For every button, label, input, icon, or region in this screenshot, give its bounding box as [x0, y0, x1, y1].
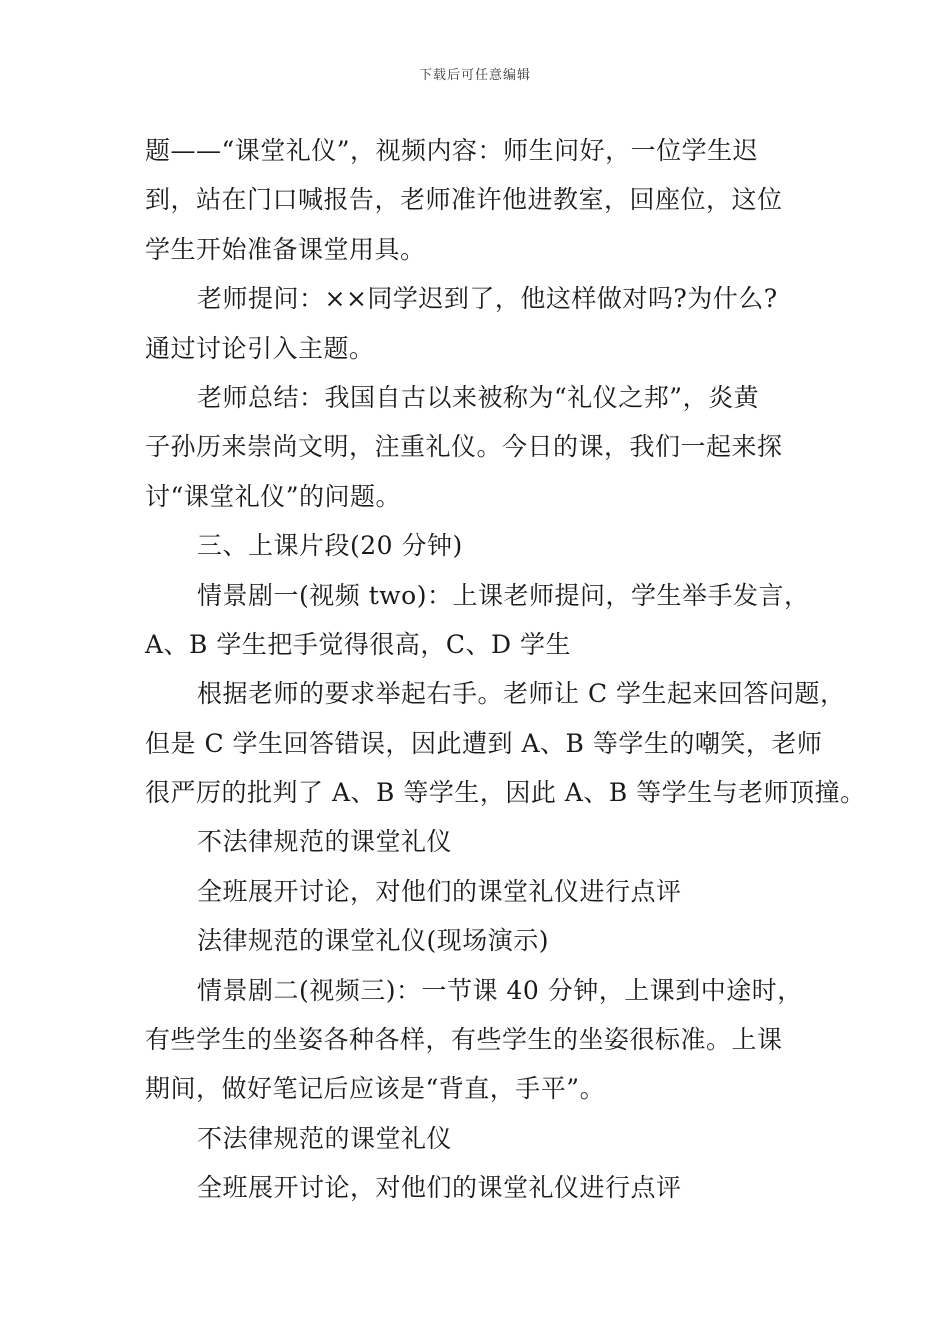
paragraph-line: 到，站在门口喊报告，老师准许他进教室，回座位，这位 [145, 185, 783, 215]
paragraph-line: 讨“课堂礼仪”的问题。 [145, 481, 402, 511]
paragraph-line: 根据老师的要求举起右手。老师让 C 学生起来回答问题， [197, 679, 846, 709]
paragraph-line: 但是 C 学生回答错误，因此遭到 A、B 等学生的嘲笑，老师 [145, 728, 823, 758]
paragraph-line: 情景剧二(视频三)：一节课 40 分钟，上课到中途时， [197, 975, 803, 1005]
paragraph-line: 老师总结：我国自古以来被称为“礼仪之邦”，炎黄 [197, 382, 760, 412]
paragraph-line: 全班展开讨论，对他们的课堂礼仪进行点评 [197, 1173, 682, 1203]
paragraph-line: A、B 学生把手觉得很高，C、D 学生 [145, 629, 571, 659]
paragraph-line: 期间，做好笔记后应该是“背直，手平”。 [145, 1074, 606, 1104]
paragraph-line: 全班展开讨论，对他们的课堂礼仪进行点评 [197, 876, 682, 906]
paragraph-line: 子孙历来崇尚文明，注重礼仪。今日的课，我们一起来探 [145, 432, 783, 462]
paragraph-line: 情景剧一(视频 two)：上课老师提问，学生举手发言， [197, 580, 810, 610]
page-header-note: 下载后可任意编辑 [418, 68, 531, 83]
paragraph-line: 法律规范的课堂礼仪(现场演示) [197, 926, 550, 956]
paragraph-line: 老师提问：××同学迟到了，他这样做对吗?为什么? [197, 284, 778, 314]
paragraph-line: 通过讨论引入主题。 [145, 333, 375, 363]
paragraph-line: 学生开始准备课堂用具。 [145, 234, 426, 264]
paragraph-line: 不法律规范的课堂礼仪 [197, 827, 453, 857]
section-heading: 三、上课片段(20 分钟) [197, 531, 463, 561]
document-body [145, 126, 866, 1213]
paragraph-line: 题——“课堂礼仪”，视频内容：师生问好，一位学生迟 [145, 136, 759, 165]
paragraph-line: 有些学生的坐姿各种各样，有些学生的坐姿很标准。上课 [145, 1025, 783, 1055]
paragraph-line: 不法律规范的课堂礼仪 [197, 1123, 453, 1153]
paragraph-line: 很严厉的批判了 A、B 等学生，因此 A、B 等学生与老师顶撞。 [145, 778, 866, 808]
